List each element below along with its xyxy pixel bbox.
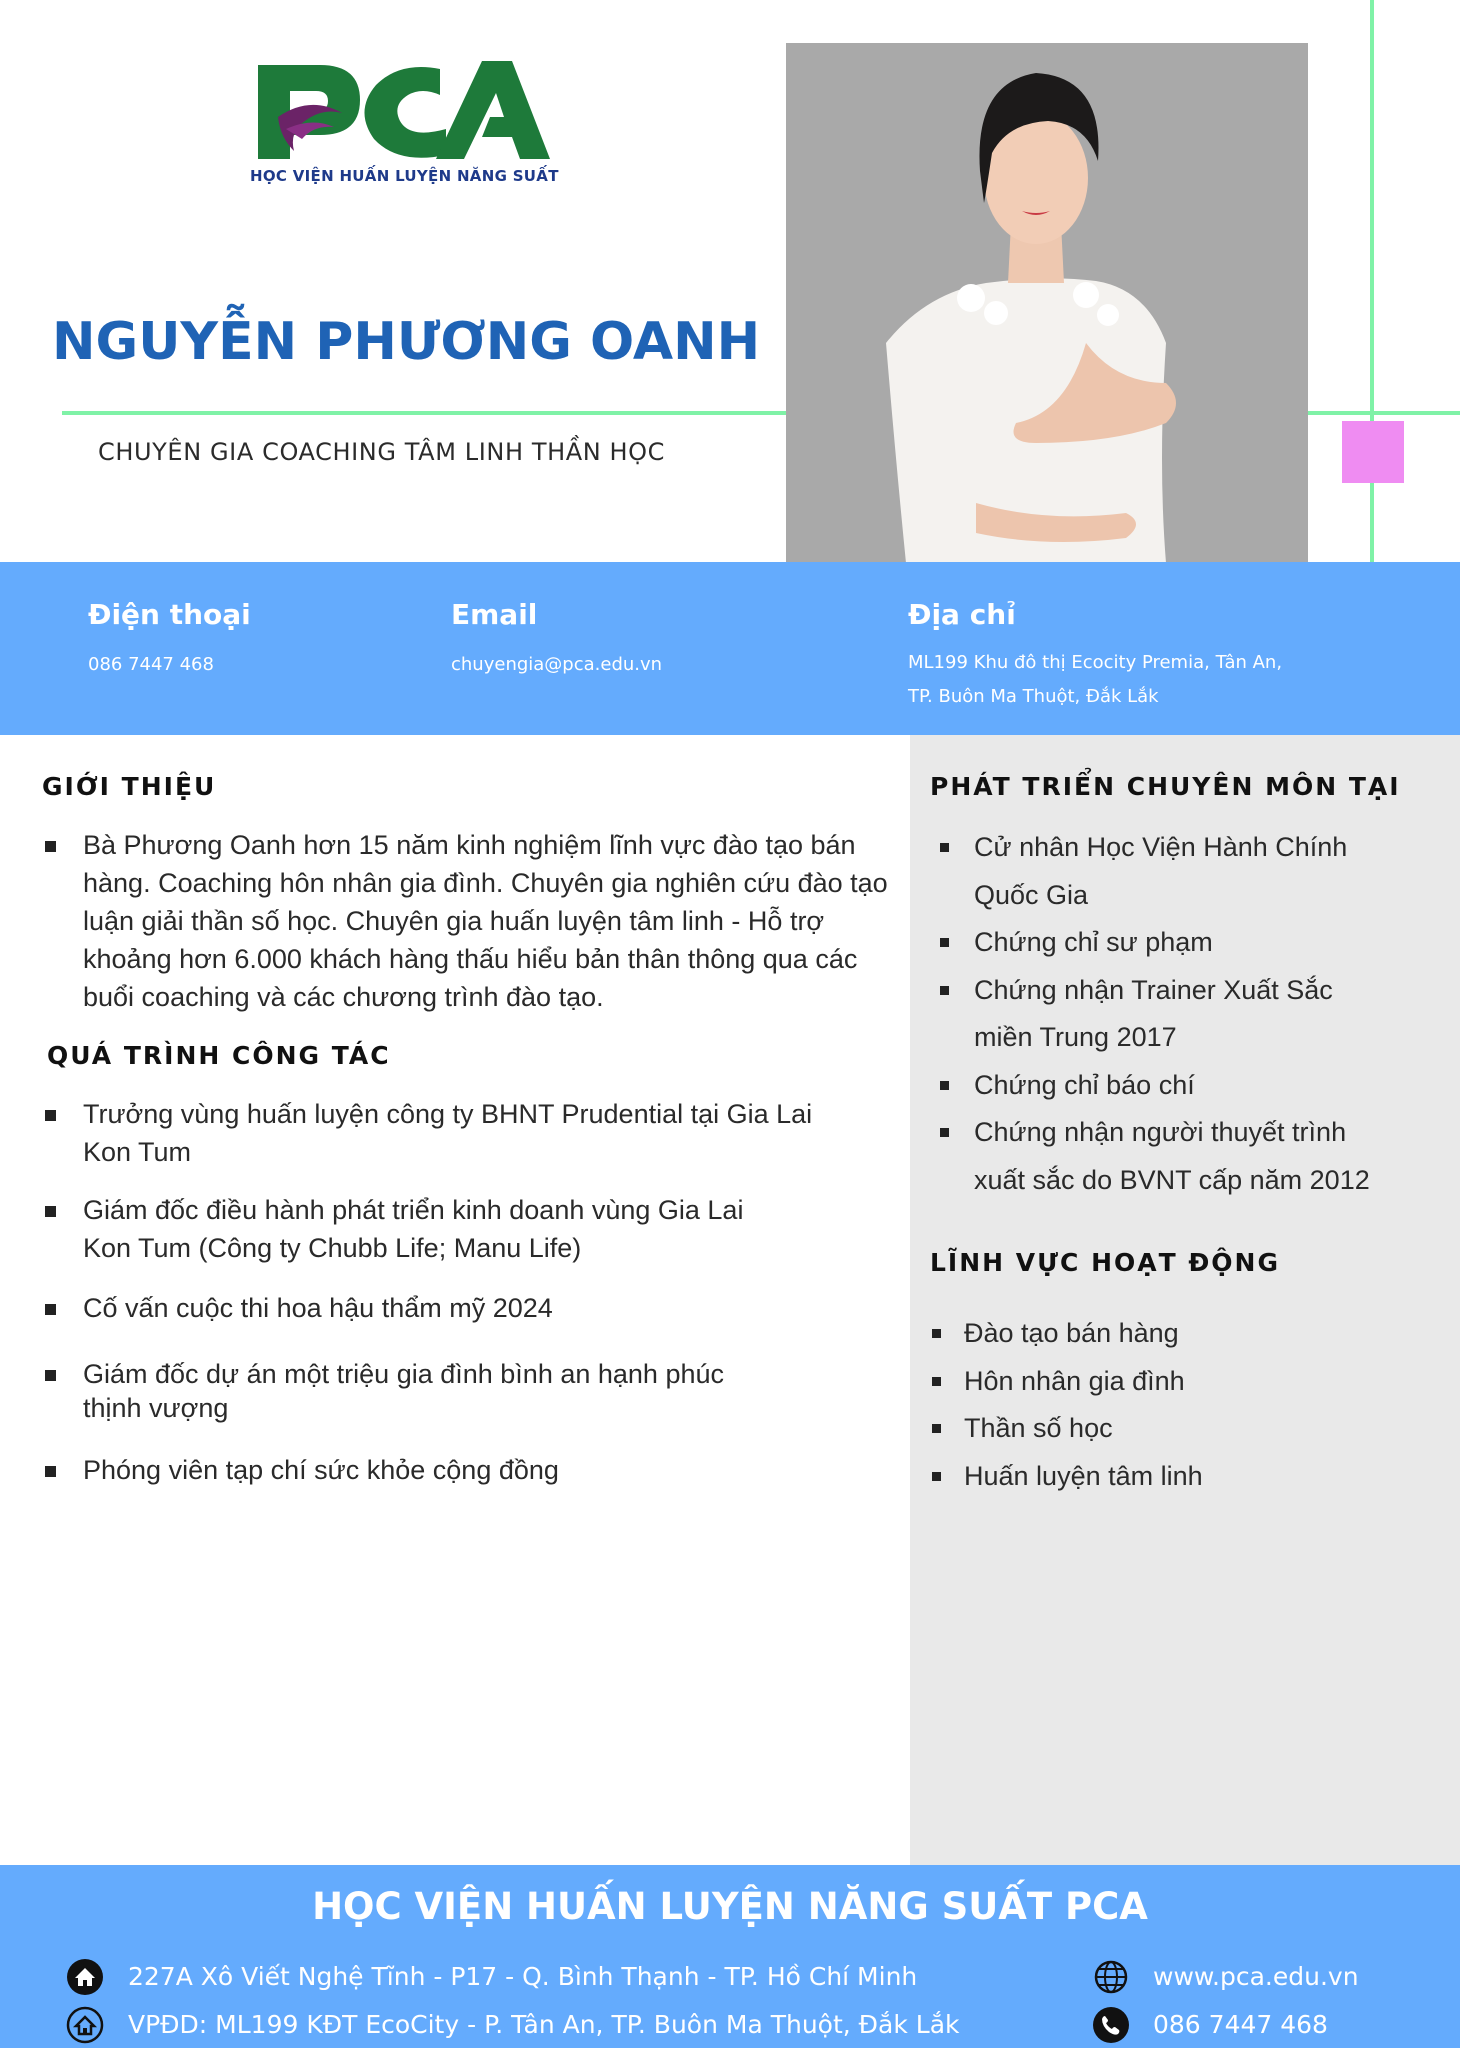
footer-website[interactable]: www.pca.edu.vn bbox=[1153, 1962, 1359, 1991]
footer-title: HỌC VIỆN HUẤN LUYỆN NĂNG SUẤT PCA bbox=[312, 1885, 1148, 1928]
work-item-line2: Kon Tum (Công ty Chubb Life; Manu Life) bbox=[83, 1233, 582, 1263]
work-item-line1: Phóng viên tạp chí sức khỏe cộng đồng bbox=[83, 1455, 559, 1485]
work-heading: QUÁ TRÌNH CÔNG TÁC bbox=[47, 1041, 391, 1070]
work-item-line1: Trưởng vùng huấn luyện công ty BHNT Prudential tại Gia Lai bbox=[83, 1099, 813, 1129]
address-line-2: TP. Buôn Ma Thuột, Đắk Lắk bbox=[908, 686, 1159, 707]
address-value bbox=[908, 646, 1282, 714]
work-item bbox=[43, 1191, 863, 1267]
footer bbox=[0, 1865, 1460, 2048]
fields-heading: LĨNH VỰC HOẠT ĐỘNG bbox=[930, 1248, 1280, 1277]
person-title: CHUYÊN GIA COACHING TÂM LINH THẦN HỌC bbox=[98, 438, 666, 466]
work-item-line2: thịnh vượng bbox=[83, 1393, 229, 1423]
globe-icon bbox=[1092, 1958, 1130, 1996]
email-label: Email bbox=[451, 598, 538, 631]
development-item bbox=[940, 919, 1440, 967]
work-item bbox=[43, 1357, 863, 1425]
field-item: Huấn luyện tâm linh bbox=[932, 1453, 1432, 1501]
development-item-line1: Cử nhân Học Viện Hành Chính bbox=[974, 832, 1348, 862]
field-item: Đào tạo bán hàng bbox=[932, 1310, 1432, 1358]
logo-tagline: HỌC VIỆN HUẤN LUYỆN NĂNG SUẤT bbox=[250, 167, 559, 185]
development-item-line1: Chứng chỉ sư phạm bbox=[974, 927, 1213, 957]
development-item-line1: Chứng chỉ báo chí bbox=[974, 1069, 1195, 1100]
field-item: Hôn nhân gia đình bbox=[932, 1358, 1432, 1406]
address-label: Địa chỉ bbox=[908, 598, 1016, 631]
development-item-line2: xuất sắc do BVNT cấp năm 2012 bbox=[974, 1164, 1370, 1195]
work-item-line1: Giám đốc dự án một triệu gia đình bình an hạnh phúc bbox=[83, 1359, 724, 1389]
phone-value: 086 7447 468 bbox=[88, 654, 214, 675]
development-item-line2: miền Trung 2017 bbox=[974, 1022, 1177, 1052]
footer-phone[interactable]: 086 7447 468 bbox=[1153, 2010, 1328, 2039]
development-item bbox=[940, 1062, 1440, 1110]
work-item bbox=[43, 1289, 863, 1327]
address-line-1: ML199 Khu đô thị Ecocity Premia, Tân An, bbox=[908, 652, 1283, 673]
footer-address-branch: VPĐD: ML199 KĐT EcoCity - P. Tân An, TP. Buôn Ma Thuột, Đắk Lắk bbox=[128, 2010, 960, 2039]
work-item bbox=[43, 1095, 863, 1171]
development-item bbox=[940, 824, 1440, 919]
development-item bbox=[940, 1109, 1440, 1204]
development-item-line1: Chứng nhận người thuyết trình bbox=[974, 1117, 1347, 1147]
development-heading: PHÁT TRIỂN CHUYÊN MÔN TẠI bbox=[930, 772, 1401, 801]
development-item-line1: Chứng nhận Trainer Xuất Sắc bbox=[974, 974, 1333, 1005]
contact-band bbox=[0, 562, 1460, 735]
footer-address-main: 227A Xô Viết Nghệ Tĩnh - P17 - Q. Bình Thạnh - TP. Hồ Chí Minh bbox=[128, 1962, 918, 1991]
work-item-line2: Kon Tum bbox=[83, 1137, 192, 1167]
home-outline-icon bbox=[66, 2006, 104, 2044]
intro-list bbox=[43, 826, 893, 1016]
pca-logo-mark bbox=[250, 55, 550, 163]
field-item: Thần số học bbox=[932, 1405, 1432, 1453]
work-item-line1: Giám đốc điều hành phát triển kinh doanh vùng Gia Lai bbox=[83, 1195, 744, 1225]
portrait-photo bbox=[786, 43, 1308, 563]
pca-logo bbox=[250, 55, 559, 195]
name-divider bbox=[62, 411, 787, 415]
development-list bbox=[940, 824, 1440, 1204]
person-name: NGUYỄN PHƯƠNG OANH bbox=[52, 312, 761, 372]
decor-pink-square bbox=[1342, 421, 1404, 483]
work-item-line1: Cố vấn cuộc thi hoa hậu thẩm mỹ 2024 bbox=[83, 1293, 553, 1323]
intro-item: Bà Phương Oanh hơn 15 năm kinh nghiệm lĩnh vực đào tạo bán hàng. Coaching hôn nhân gia đình. Chuyên gia nghiên cứu đào tạo luận giải thần số học. Chuyên gia huấn luyện tâm linh - Hỗ trợ khoảng hơn 6.000 khách hàng thấu hiểu bản thân thông qua các buổi coaching và các chương trình đào tạo. bbox=[43, 826, 893, 1016]
home-icon bbox=[66, 1958, 104, 1996]
phone-label: Điện thoại bbox=[88, 598, 251, 631]
phone-icon bbox=[1092, 2006, 1130, 2044]
development-item-line2: Quốc Gia bbox=[974, 879, 1089, 910]
email-value: chuyengia@pca.edu.vn bbox=[451, 654, 663, 675]
decor-horizontal-line bbox=[1308, 411, 1460, 415]
work-item bbox=[43, 1451, 863, 1489]
fields-list bbox=[932, 1310, 1432, 1500]
development-item bbox=[940, 967, 1440, 1062]
work-list bbox=[43, 1095, 863, 1489]
intro-heading: GIỚI THIỆU bbox=[42, 772, 217, 801]
portrait-illustration bbox=[786, 43, 1308, 563]
